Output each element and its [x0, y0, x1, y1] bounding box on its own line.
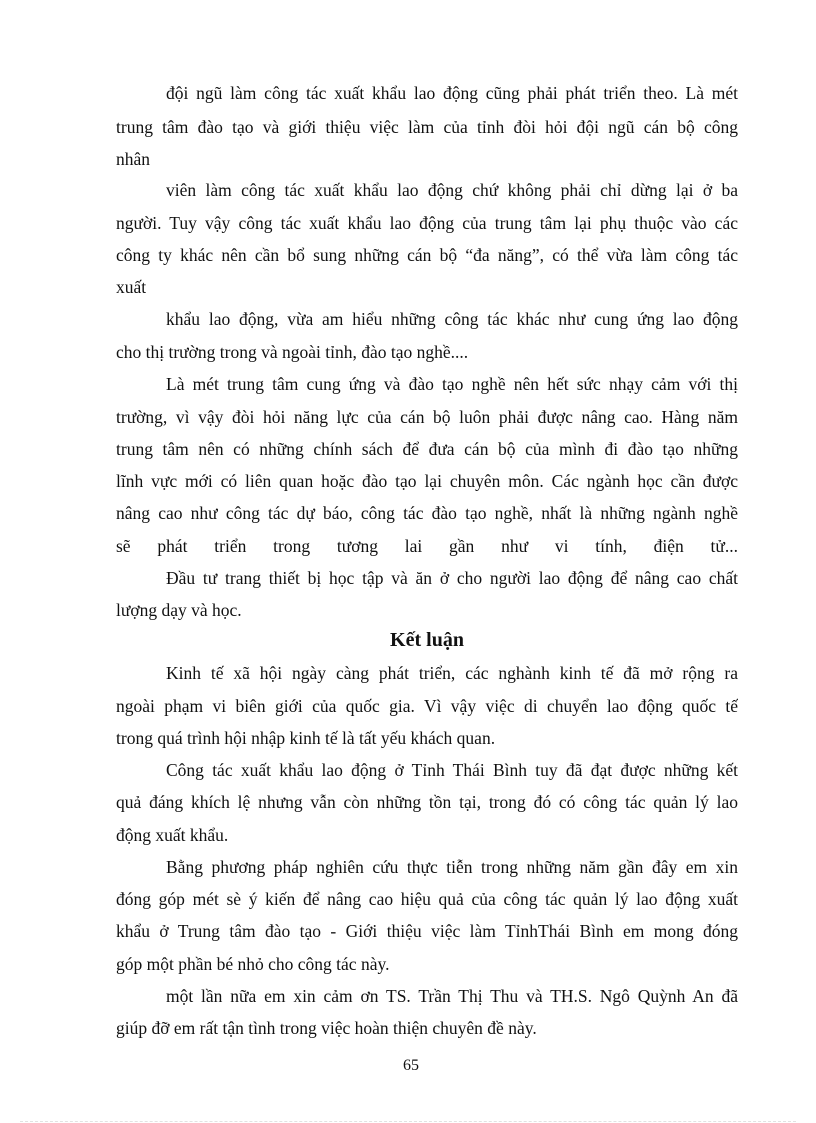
page-number: 65 — [403, 1057, 419, 1074]
text-line: Kinh tế xã hội ngày càng phát triển, các nghành kinh tế đã mở rộng ra — [166, 663, 738, 683]
text-line: lĩnh vực mới có liên quan hoặc đào tạo lại chuyên môn. Các ngành học cần được — [116, 471, 738, 491]
page-bottom-divider — [20, 1121, 796, 1122]
text-line: lượng dạy và học. — [116, 600, 242, 620]
text-line: khẩu lao động, vừa am hiểu những công tác khác như cung ứng lao động — [166, 309, 738, 329]
text-line: khẩu ở Trung tâm đào tạo - Giới thiệu việc làm TỉnhThái Bình em mong đóng — [116, 921, 738, 941]
text-line: xuất — [116, 277, 147, 297]
text-line: một lần nữa em xin cảm ơn TS. Trần Thị Thu và TH.S. Ngô Quỳnh An đã — [166, 986, 738, 1006]
text-line: trung tâm đào tạo và giới thiệu việc làm của tỉnh đòi hỏi đội ngũ cán bộ công — [116, 117, 738, 137]
text-line: nâng cao như công tác dự báo, công tác đào tạo nghề, nhất là những ngành nghề — [116, 503, 738, 523]
text-line: giúp đỡ em rất tận tình trong việc hoàn thiện chuyên đề này. — [116, 1018, 537, 1038]
text-line: trung tâm nên có những chính sách để đưa cán bộ của mình đi đào tạo những — [116, 439, 738, 459]
text-line: Là mét trung tâm cung ứng và đào tạo nghề nên hết sức nhạy cảm với thị — [166, 374, 738, 394]
text-line: công ty khác nên cần bổ sung những cán bộ “đa năng”, có thể vừa làm công tác — [116, 245, 738, 265]
text-line: quả đáng khích lệ nhưng vẫn còn những tồn tại, trong đó có công tác quản lý lao — [116, 792, 738, 812]
text-line: Công tác xuất khẩu lao động ở Tỉnh Thái Bình tuy đã đạt được những kết — [166, 760, 738, 780]
text-line: Bằng phương pháp nghiên cứu thực tiễn trong những năm gần đây em xin — [166, 857, 738, 877]
text-line: ngoài phạm vi biên giới của quốc gia. Vì vậy việc di chuyển lao động quốc tế — [116, 696, 738, 716]
text-line: trường, vì vậy đòi hỏi năng lực của cán bộ luôn phải được nâng cao. Hàng năm — [116, 407, 738, 427]
text-line: động xuất khẩu. — [116, 825, 229, 845]
text-line: nhân — [116, 149, 151, 169]
text-line: người. Tuy vậy công tác xuất khẩu lao động của trung tâm lại phụ thuộc vào các — [116, 213, 738, 233]
text-line: trong quá trình hội nhập kinh tế là tất yếu khách quan. — [116, 728, 496, 748]
section-heading: Kết luận — [390, 629, 464, 651]
text-line: đóng góp mét sè ý kiến để nâng cao hiệu quả của công tác quản lý lao động xuất — [116, 889, 738, 909]
text-line: viên làm công tác xuất khẩu lao động chứ không phải chỉ dừng lại ở ba — [166, 180, 738, 200]
text-line: đội ngũ làm công tác xuất khẩu lao động cũng phải phát triển theo. Là mét — [166, 83, 738, 103]
text-line: góp một phần bé nhỏ cho công tác này. — [116, 954, 390, 974]
text-line: Đầu tư trang thiết bị học tập và ăn ở cho người lao động để nâng cao chất — [166, 568, 738, 588]
text-line: cho thị trường trong và ngoài tỉnh, đào tạo nghề.... — [116, 342, 469, 362]
text-line: sẽ phát triển trong tương lai gần như vi tính, điện tử... — [116, 536, 738, 556]
